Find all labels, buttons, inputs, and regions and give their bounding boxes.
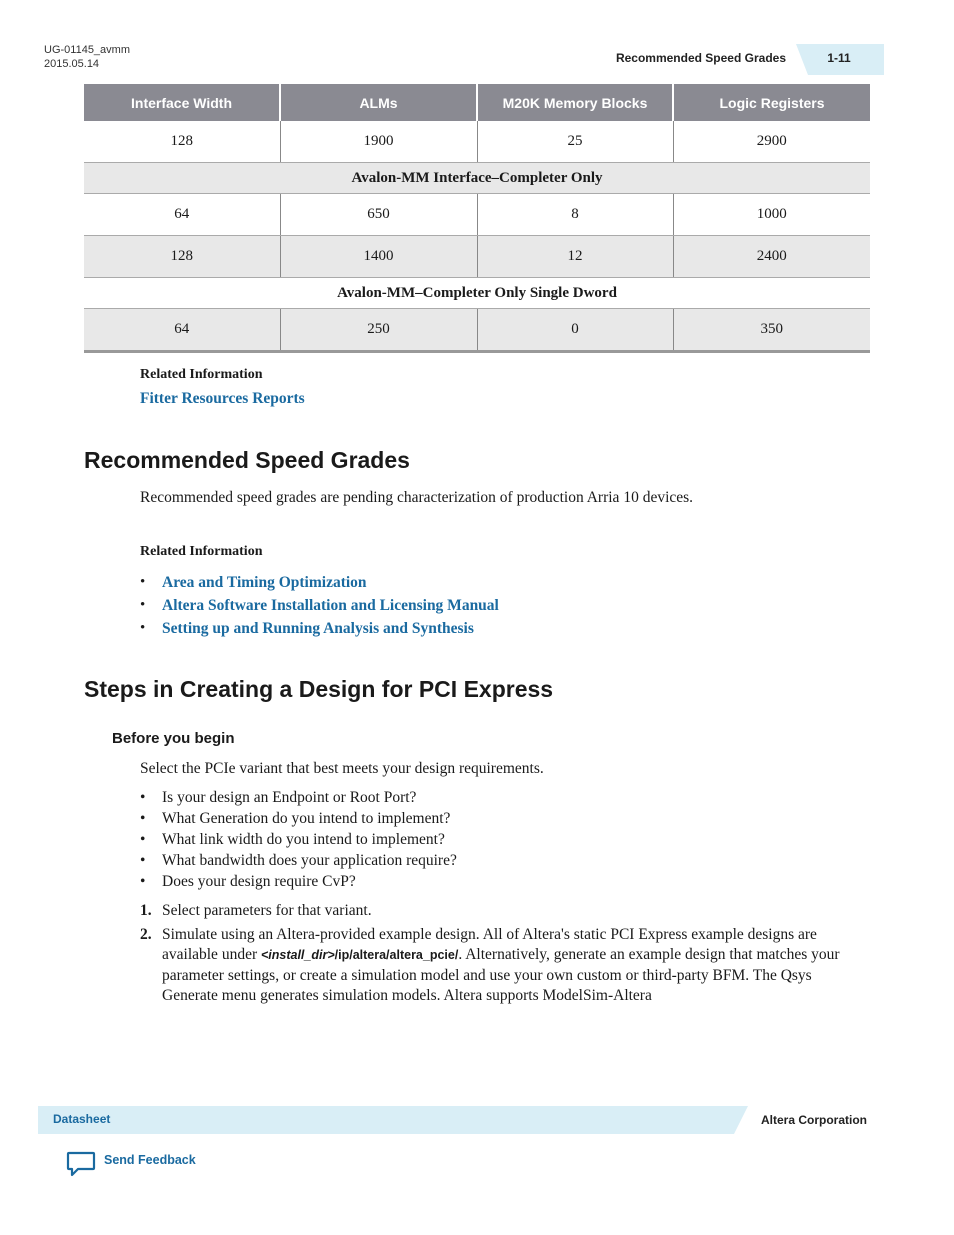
doc-date: 2015.05.14 xyxy=(44,58,100,70)
question-text: What link width do you intend to implement? xyxy=(162,831,445,848)
table-cell: 2900 xyxy=(673,121,870,163)
step-text: Simulate using an Altera-provided example design. All of Altera's static PCI Express example designs are available under xyxy=(162,925,817,963)
area-timing-link[interactable]: Area and Timing Optimization xyxy=(162,574,367,591)
steps-intro: Select the PCIe variant that best meets your design requirements. xyxy=(140,760,544,777)
question-text: Does your design require CvP? xyxy=(162,873,356,890)
bullet-icon: • xyxy=(140,597,146,613)
table-cell: 650 xyxy=(280,194,477,236)
bullet-icon: • xyxy=(140,810,146,827)
table-section-row xyxy=(84,163,870,194)
footer-company: Altera Corporation xyxy=(761,1113,868,1127)
table-header-row xyxy=(84,84,870,121)
document-id xyxy=(44,43,130,71)
steps-heading: Steps in Creating a Design for PCI Express xyxy=(84,676,554,702)
table-cell: 250 xyxy=(280,309,477,352)
feedback-icon[interactable] xyxy=(66,1150,96,1178)
question-text: What Generation do you intend to implement? xyxy=(162,810,451,827)
step-number: 1. xyxy=(140,902,152,919)
table-cell: 64 xyxy=(84,309,280,352)
question-text: What bandwidth does your application require? xyxy=(162,852,457,869)
pcie-path: /ip/altera/altera_pcie/ xyxy=(334,948,459,962)
header-section-title: Recommended Speed Grades xyxy=(615,51,786,65)
step-text: Select parameters for that variant. xyxy=(162,902,372,919)
section-title: Avalon-MM Interface–Completer Only xyxy=(84,163,870,194)
bullet-icon: • xyxy=(140,789,146,806)
section-title: Avalon-MM–Completer Only Single Dword xyxy=(84,278,870,309)
table-row xyxy=(84,309,870,352)
table-cell: 0 xyxy=(477,309,673,352)
speed-grades-heading: Recommended Speed Grades xyxy=(84,447,410,473)
table-cell: 1400 xyxy=(280,236,477,278)
bullet-icon: • xyxy=(140,620,146,636)
bullet-icon: • xyxy=(140,852,146,869)
list-item xyxy=(140,925,860,1007)
list-item xyxy=(140,808,457,829)
table-row xyxy=(84,236,870,278)
list-item xyxy=(140,901,860,922)
table-cell: 25 xyxy=(477,121,673,163)
table-cell: 128 xyxy=(84,236,280,278)
col-logic-registers: Logic Registers xyxy=(673,84,870,121)
bullet-icon: • xyxy=(140,873,146,890)
question-text: Is your design an Endpoint or Root Port? xyxy=(162,789,417,806)
install-dir-path: <install_dir> xyxy=(260,948,335,962)
table-cell: 128 xyxy=(84,121,280,163)
table-cell: 8 xyxy=(477,194,673,236)
step-number: 2. xyxy=(140,925,152,943)
list-item xyxy=(140,617,499,640)
software-install-link[interactable]: Altera Software Installation and Licensing Manual xyxy=(162,597,499,614)
table-cell: 12 xyxy=(477,236,673,278)
send-feedback-link[interactable]: Send Feedback xyxy=(104,1153,196,1167)
col-m20k: M20K Memory Blocks xyxy=(477,84,673,121)
related-info-label: Related Information xyxy=(140,544,263,559)
list-item xyxy=(140,850,457,871)
list-item xyxy=(140,787,457,808)
col-interface-width: Interface Width xyxy=(84,84,280,121)
footer-datasheet: Datasheet xyxy=(53,1112,111,1126)
list-item xyxy=(140,594,499,617)
doc-id-text: UG-01145_avmm xyxy=(44,44,130,56)
speed-grades-text: Recommended speed grades are pending characterization of production Arria 10 devices. xyxy=(140,489,694,506)
list-item xyxy=(140,571,499,594)
page-number: 1-11 xyxy=(827,51,851,65)
table-row xyxy=(84,194,870,236)
resource-table xyxy=(84,84,870,353)
table-cell: 350 xyxy=(673,309,870,352)
table-cell: 1000 xyxy=(673,194,870,236)
table-section-row xyxy=(84,278,870,309)
bullet-icon: • xyxy=(140,831,146,848)
table-row xyxy=(84,121,870,163)
fitter-resources-link[interactable]: Fitter Resources Reports xyxy=(140,390,305,407)
related-links-list xyxy=(140,571,499,640)
list-item xyxy=(140,871,457,892)
questions-list xyxy=(140,787,457,892)
analysis-synthesis-link[interactable]: Setting up and Running Analysis and Synthesis xyxy=(162,620,474,637)
before-you-begin-heading: Before you begin xyxy=(112,730,235,747)
footer-band xyxy=(38,1106,748,1134)
col-alms: ALMs xyxy=(280,84,477,121)
related-info-label: Related Information xyxy=(140,367,263,382)
table-cell: 1900 xyxy=(280,121,477,163)
table-cell: 2400 xyxy=(673,236,870,278)
steps-list xyxy=(140,901,860,1007)
step-text-cont: . Alternatively, generate an example design that matches your parameter settings, or create a simulation model and use your own custom or third-party BFM. The Qsys Generate menu generates simulation models. Altera supports ModelSim-Altera xyxy=(162,946,840,1004)
list-item xyxy=(140,829,457,850)
bullet-icon: • xyxy=(140,574,146,590)
table-cell: 64 xyxy=(84,194,280,236)
